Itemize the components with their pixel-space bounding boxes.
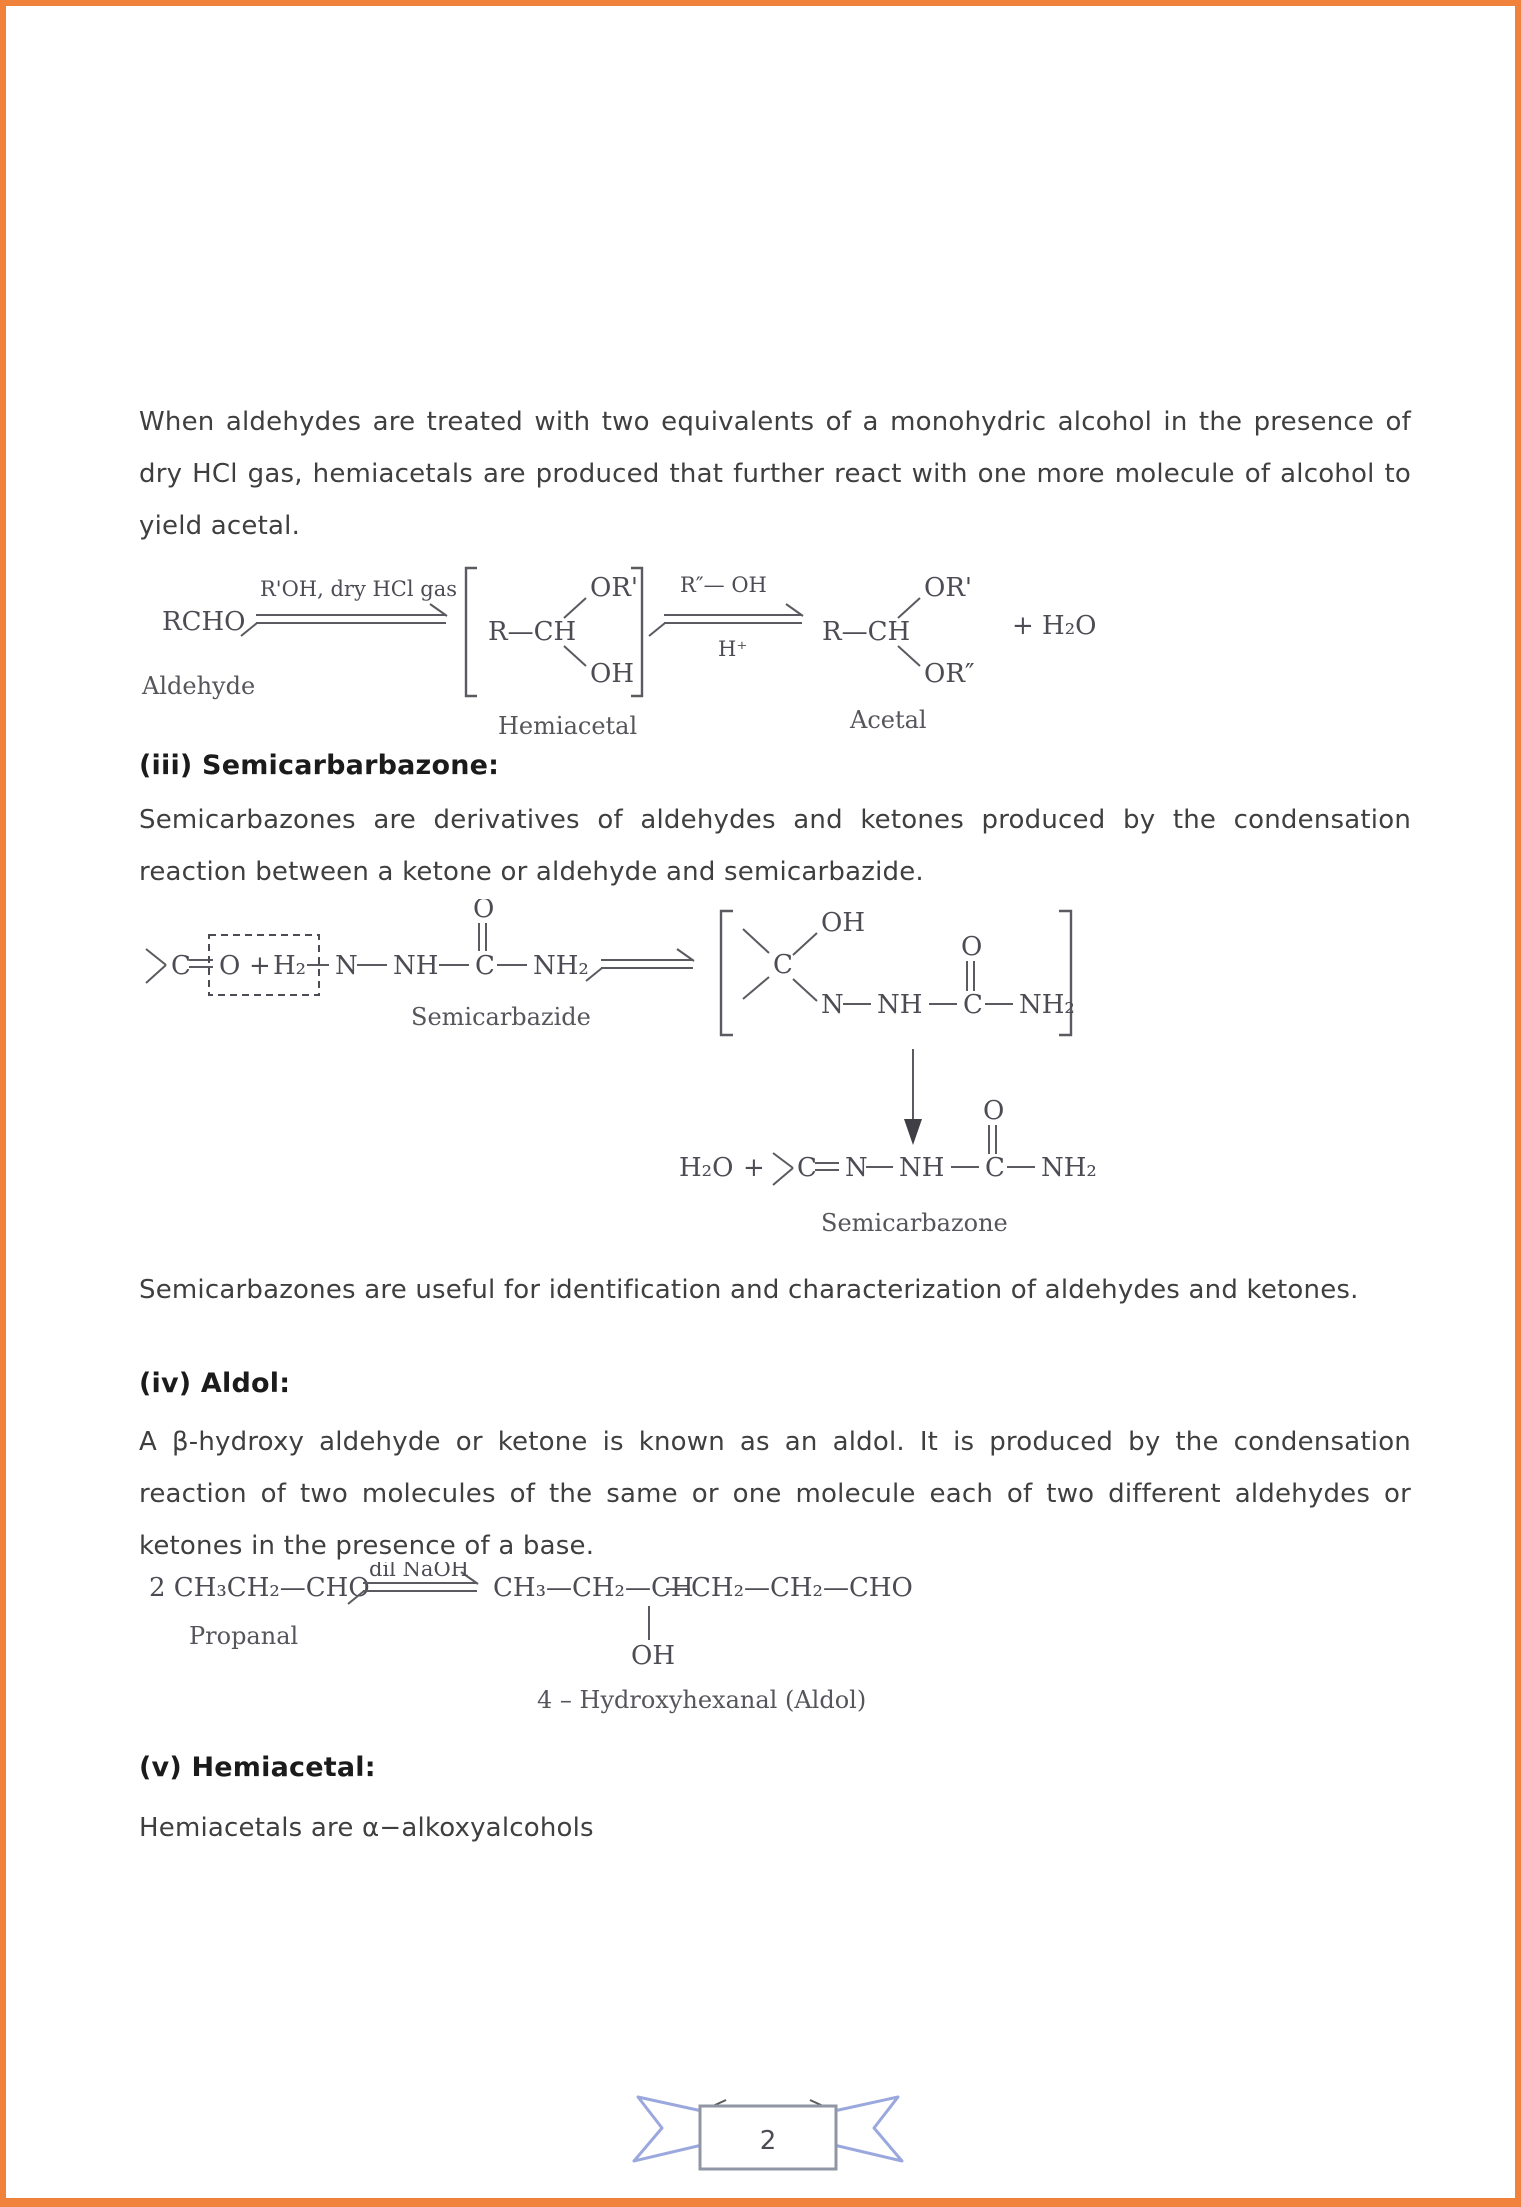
aldol-condensation-diagram xyxy=(141,1562,961,1722)
condition-label: R'OH, dry HCl gas xyxy=(260,577,457,601)
formula-or-prime: OR' xyxy=(924,573,973,603)
condition-label: dil NaOH xyxy=(369,1562,469,1581)
double-bond xyxy=(815,1163,839,1170)
page-number: 2 xyxy=(759,2126,777,2156)
group-nh: NH xyxy=(877,990,923,1020)
formula-propanal: 2 CH₃CH₂—CHO xyxy=(149,1573,370,1603)
formula-rch: R—CH xyxy=(488,617,577,647)
aldol-paragraph: A β-hydroxy aldehyde or ketone is known as an aldol. It is produced by the condensation reaction of two molecules of the same or one molecule each of two different aldehydes or ketones in the presence of a base. xyxy=(139,1427,1411,1561)
atom-n: N xyxy=(821,990,844,1020)
ribbon-right-wing xyxy=(834,2097,902,2161)
group-nh: NH xyxy=(899,1153,945,1183)
group-oh: OH xyxy=(821,908,865,938)
plus-sign: + xyxy=(743,1153,765,1183)
formula-plus-h2o: + H₂O xyxy=(1012,611,1097,641)
atom-n: N xyxy=(845,1153,868,1183)
ribbon-left-wing xyxy=(634,2097,702,2161)
left-bracket xyxy=(721,911,733,1035)
aldehyde-label: Aldehyde xyxy=(142,672,256,700)
propanal-label: Propanal xyxy=(189,1622,299,1650)
atom-c: C xyxy=(963,990,983,1020)
atom-c: C xyxy=(797,1153,817,1183)
carbonyl-double-bond xyxy=(479,923,486,951)
formula-rcho: RCHO xyxy=(162,607,246,637)
atom-c: C xyxy=(475,951,495,981)
semicarbazone-formation-diagram xyxy=(121,899,1301,1259)
carbonyl-double-bond xyxy=(967,961,974,991)
group-oh: OH xyxy=(631,1641,675,1671)
acetal-label: Acetal xyxy=(850,706,927,734)
formula-chain-left: CH₃—CH₂—CH xyxy=(493,1573,694,1603)
atom-o: O xyxy=(473,899,495,924)
semicarbazone-heading: (iii) Semicarbarbazone: xyxy=(139,750,500,781)
carbonyl-angle-bonds xyxy=(146,949,166,983)
carbonyl-angle-bonds xyxy=(773,1153,793,1185)
carbonyl-double-bond xyxy=(989,1125,996,1154)
semicarbazone-note-paragraph: Semicarbazones are useful for identification and characterization of aldehydes and ketones. xyxy=(139,1275,1359,1305)
semicarbazone-label: Semicarbazone xyxy=(821,1209,1008,1237)
condition-top-label: R″— OH xyxy=(680,573,767,597)
page-number-ribbon xyxy=(618,2091,918,2191)
hemiacetal-paragraph: Hemiacetals are α−alkoxyalcohols xyxy=(139,1813,594,1843)
down-arrow xyxy=(904,1049,922,1145)
formula-rch: R—CH xyxy=(822,617,911,647)
atom-n: N xyxy=(335,951,358,981)
group-nh2: NH₂ xyxy=(1041,1153,1097,1183)
intro-paragraph: When aldehydes are treated with two equivalents of a monohydric alcohol in the presence of dry HCl gas, hemiacetals are produced that further react with one more molecule of alcohol to yield acetal. xyxy=(139,407,1411,541)
plus-sign: + xyxy=(249,951,271,981)
left-bracket xyxy=(466,568,477,696)
semicarbazone-paragraph: Semicarbazones are derivatives of aldehydes and ketones produced by the condensation reaction between a ketone or aldehyde and semicarbazide. xyxy=(139,805,1411,887)
equilibrium-arrow xyxy=(586,949,694,981)
semicarbazide-label: Semicarbazide xyxy=(411,1003,591,1031)
aldol-heading: (iv) Aldol: xyxy=(139,1368,291,1399)
atom-c: C xyxy=(985,1153,1005,1183)
condition-bottom-label: H⁺ xyxy=(718,637,748,661)
atom-c: C xyxy=(171,951,191,981)
atom-o: O xyxy=(983,1096,1005,1126)
group-h2: H₂ xyxy=(273,951,307,981)
group-nh2: NH₂ xyxy=(533,951,589,981)
atom-o: O xyxy=(961,932,983,962)
atom-c: C xyxy=(773,950,793,980)
formula-oh: OH xyxy=(590,659,634,689)
equilibrium-arrow xyxy=(241,604,447,636)
equilibrium-arrow xyxy=(649,604,803,636)
group-nh: NH xyxy=(393,951,439,981)
hemiacetal-label: Hemiacetal xyxy=(498,712,638,740)
aldol-product-label: 4 – Hydroxyhexanal (Aldol) xyxy=(537,1686,867,1714)
acetal-formation-diagram xyxy=(134,554,1174,754)
formula-h2o: H₂O xyxy=(679,1153,734,1183)
formula-or-dprime: OR″ xyxy=(924,659,975,689)
formula-or-prime: OR' xyxy=(590,573,639,603)
group-nh2: NH₂ xyxy=(1019,990,1075,1020)
hemiacetal-heading: (v) Hemiacetal: xyxy=(139,1752,376,1783)
atom-o: O xyxy=(219,951,241,981)
formula-chain-right: —CH₂—CH₂—CHO xyxy=(665,1573,913,1603)
